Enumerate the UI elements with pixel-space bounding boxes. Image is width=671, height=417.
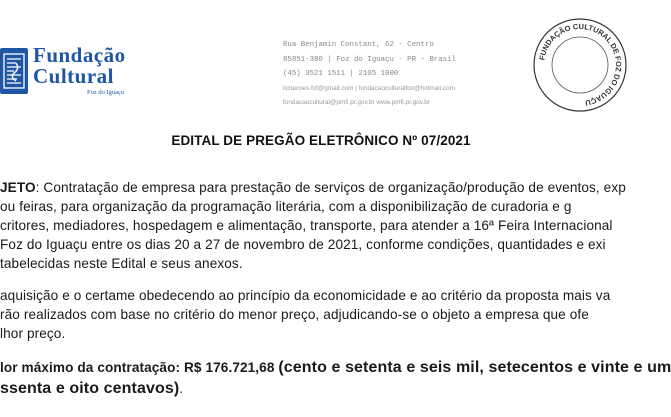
address-block (283, 38, 503, 111)
valor-line-2 (0, 380, 183, 398)
valor-amount: : R$ 176.721,68 (175, 360, 279, 375)
address-email: licitacoes.fcf@gmail.com | fundacaoculturalfoz@hotmail.com (283, 84, 455, 92)
objeto-line-4: Foz do Iguaçu entre os dias 20 a 27 de novembro de 2021, conforme condições, quantidades e exi (0, 237, 606, 252)
valor-end: . (179, 381, 184, 396)
valor-extenso-1: (cento e setenta e seis mil, setecentos e vinte e um (278, 359, 671, 376)
document-title: EDITAL DE PREGÃO ELETRÔNICO Nº 07/2021 (171, 133, 471, 148)
aquisicao-line-3: lhor preço. (0, 326, 66, 341)
official-seal-icon (530, 15, 630, 115)
address-web: fundacaocultural@pmfi.pr.gov.br www.pmfi.pr.gov.br (283, 99, 430, 106)
svg-text:FUNDAÇÃO CULTURAL DE FOZ DO IG: FUNDAÇÃO CULTURAL DE FOZ DO IGUAÇU (537, 21, 624, 108)
logo-text-cultural: Cultural (33, 64, 115, 88)
address-phone: (45) 3521 1511 | 2105 1000 (283, 70, 399, 78)
objeto-line-3: critores, mediadores, hospedagem e alimentação, transporte, para atender a 16ª Feira Internacional (0, 218, 613, 233)
logo-emblem-icon (0, 48, 28, 94)
objeto-line-2: ou feiras, para organização da programação literária, com a disponibilização de curadoria e g (0, 199, 572, 214)
objeto-line-1 (0, 180, 626, 195)
valor-extenso-2: ssenta e oito centavos) (0, 380, 180, 397)
valor-label: lor máximo da contratação (0, 360, 176, 375)
aquisicao-line-1: aquisição e o certame obedecendo ao princípio da economicidade e ao critério da proposta mais va (0, 288, 611, 303)
address-street: Rua Benjamin Constant, 62 - Centro (283, 41, 434, 49)
logo-text-city: Foz do Iguaçu (87, 89, 125, 96)
aquisicao-line-2: rão realizados com base no critério do menor preço, adjudicando-se o objeto a empresa que ofe (0, 307, 589, 322)
fundacao-cultural-logo (0, 40, 150, 100)
logo-text-fundacao: Fundação (33, 43, 126, 67)
objeto-label: JETO (0, 180, 36, 195)
objeto-text-1: : Contratação de empresa para prestação de serviços de organização/produção de eventos, exp (35, 180, 626, 195)
objeto-line-5: tabelecidas neste Edital e seus anexos. (0, 256, 243, 271)
valor-line-1 (0, 359, 671, 377)
address-cep: 85851-380 | Foz do Iguaçu - PR - Brasil (283, 55, 456, 64)
